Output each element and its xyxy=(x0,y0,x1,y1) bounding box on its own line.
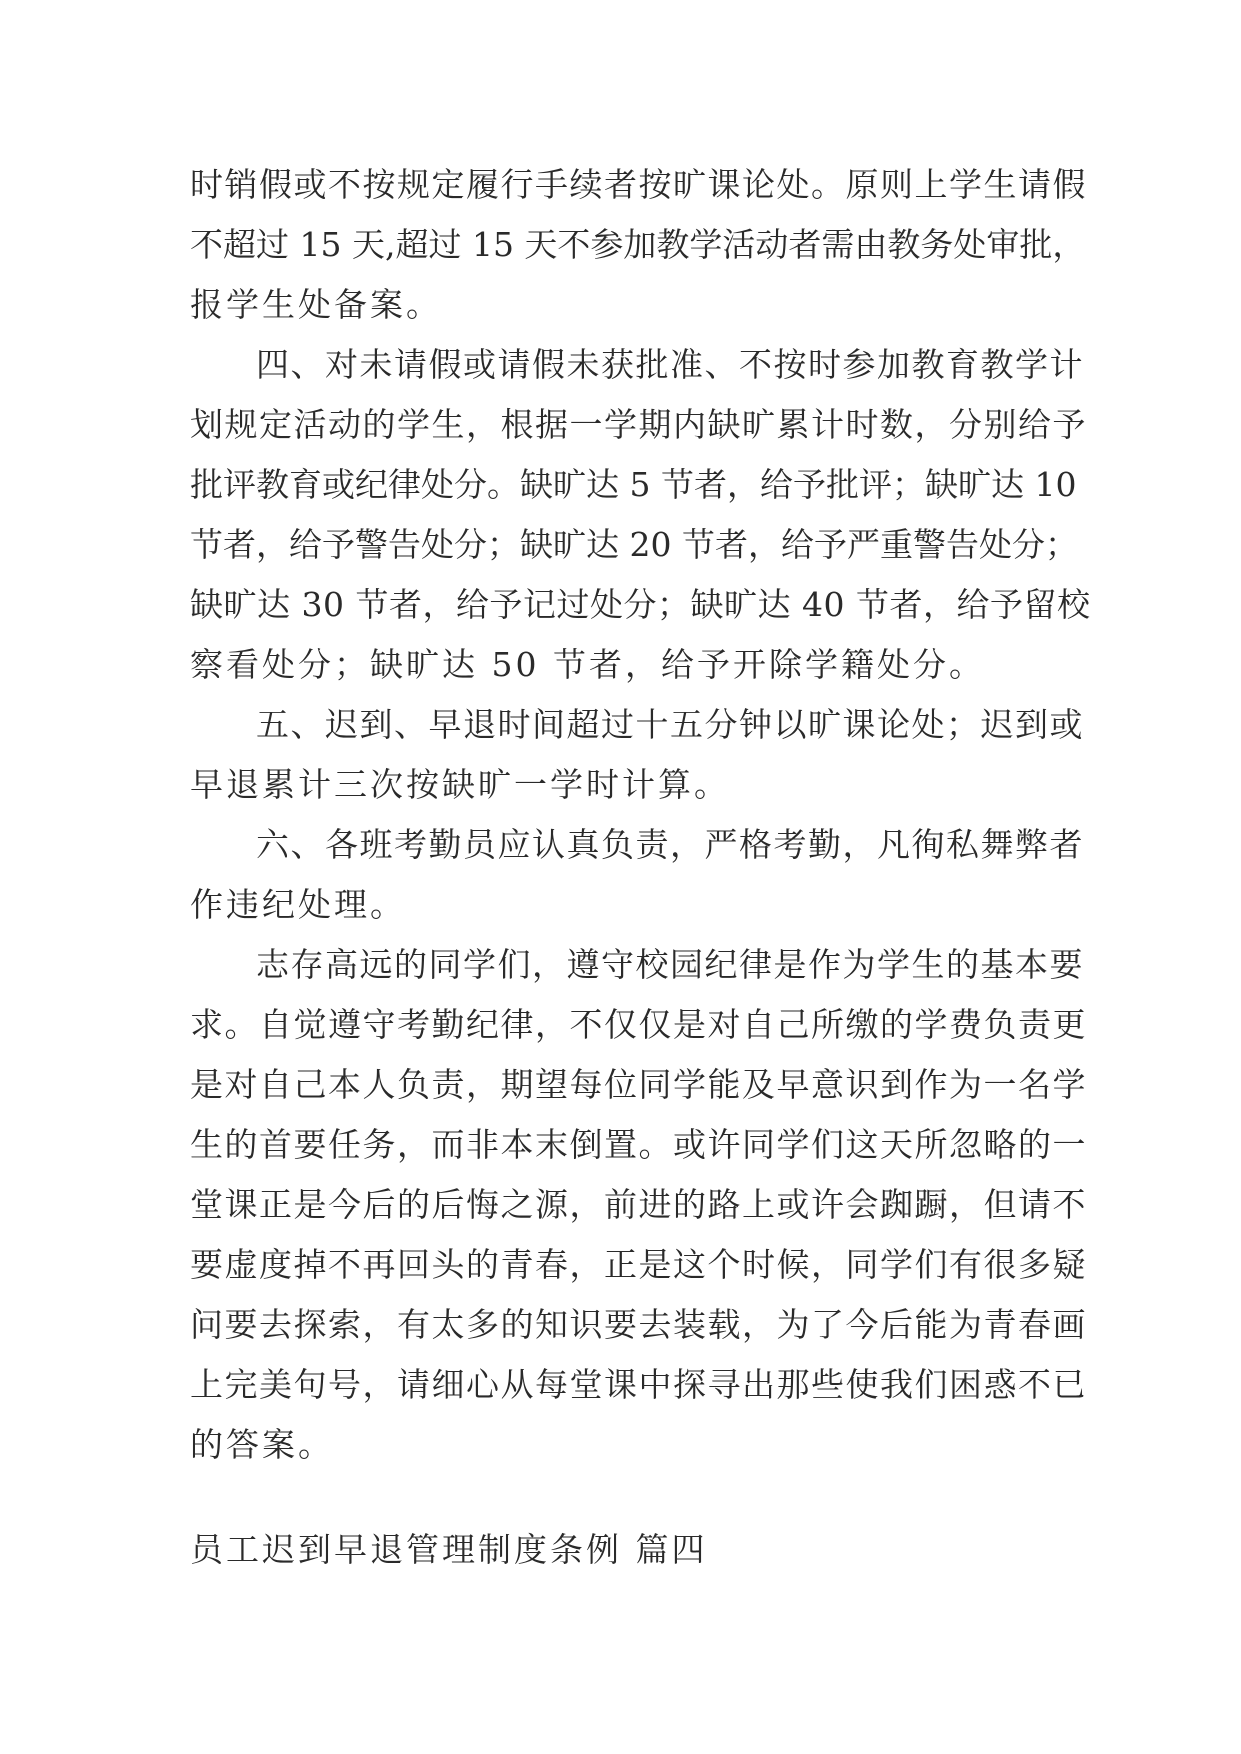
body-text-line: 划规定活动的学生，根据一学期内缺旷累计时数，分别给予 xyxy=(190,405,1087,444)
body-text-line: 是对自己本人负责，期望每位同学能及早意识到作为一名学 xyxy=(190,1065,1087,1104)
body-text-line: 堂课正是今后的后悔之源，前进的路上或许会踟蹰，但请不 xyxy=(190,1185,1087,1224)
body-text-line: 的答案。 xyxy=(190,1425,334,1464)
paragraph-start-line: 五、迟到、早退时间超过十五分钟以旷课论处；迟到或 xyxy=(256,705,1084,744)
body-text-line: 批评教育或纪律处分。缺旷达 5 节者，给予批评；缺旷达 10 xyxy=(190,465,1077,504)
section-heading: 员工迟到早退管理制度条例 篇四 xyxy=(190,1530,708,1569)
body-text-line: 时销假或不按规定履行手续者按旷课论处。原则上学生请假 xyxy=(190,165,1087,204)
body-text-line: 上完美句号，请细心从每堂课中探寻出那些使我们困惑不已 xyxy=(190,1365,1087,1404)
body-text-line: 不超过 15 天,超过 15 天不参加教学活动者需由教务处审批， xyxy=(190,225,1086,264)
body-text-line: 问要去探索，有太多的知识要去装载，为了今后能为青春画 xyxy=(190,1305,1087,1344)
body-text-line: 生的首要任务，而非本末倒置。或许同学们这天所忽略的一 xyxy=(190,1125,1087,1164)
body-text-line: 察看处分；缺旷达 50 节者，给予开除学籍处分。 xyxy=(190,645,985,684)
paragraph-start-line: 志存高远的同学们，遵守校园纪律是作为学生的基本要 xyxy=(256,945,1084,984)
paragraph-start-line: 六、各班考勤员应认真负责，严格考勤，凡徇私舞弊者 xyxy=(256,825,1084,864)
body-text-line: 缺旷达 30 节者，给予记过处分；缺旷达 40 节者，给予留校 xyxy=(190,585,1091,624)
paragraph-start-line: 四、对未请假或请假未获批准、不按时参加教育教学计 xyxy=(256,345,1084,384)
body-text-line: 早退累计三次按缺旷一学时计算。 xyxy=(190,765,730,804)
body-text-line: 节者，给予警告处分；缺旷达 20 节者，给予严重警告处分； xyxy=(190,525,1078,564)
body-text-line: 求。自觉遵守考勤纪律，不仅仅是对自己所缴的学费负责更 xyxy=(190,1005,1087,1044)
body-text-line: 作违纪处理。 xyxy=(190,885,406,924)
body-text-line: 报学生处备案。 xyxy=(190,285,442,324)
body-text-line: 要虚度掉不再回头的青春，正是这个时候，同学们有很多疑 xyxy=(190,1245,1087,1284)
